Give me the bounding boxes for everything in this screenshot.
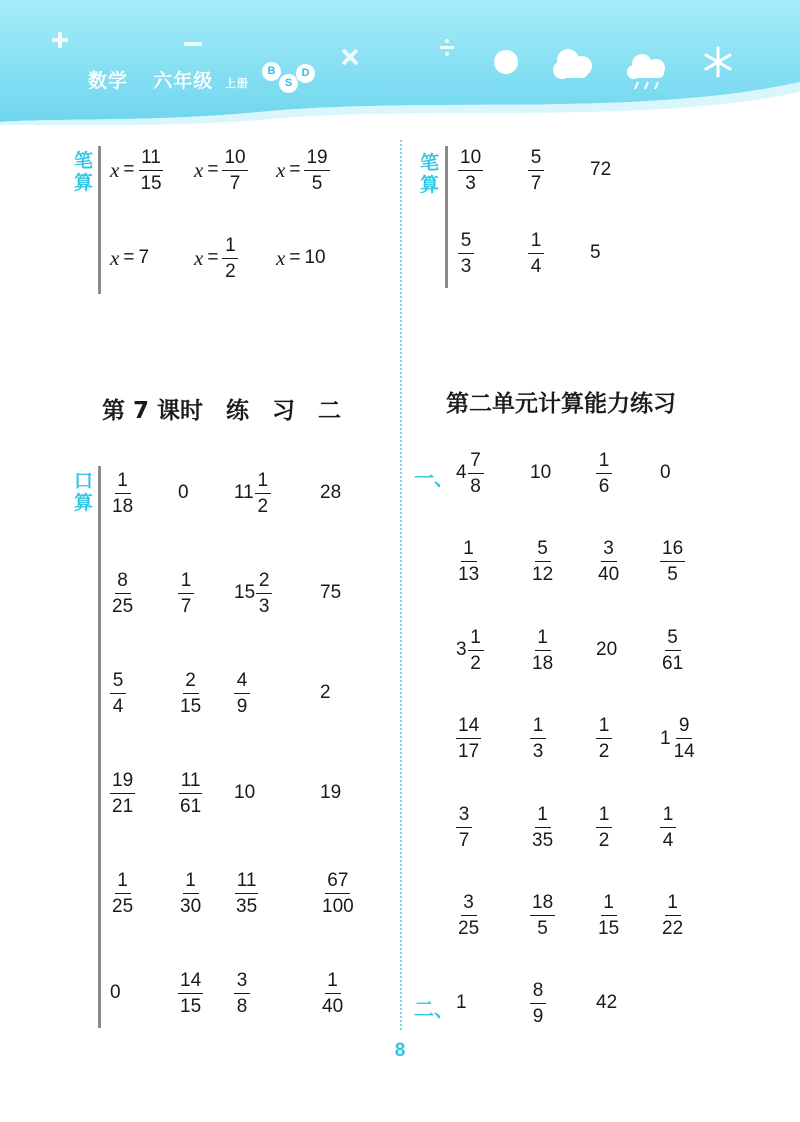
fraction bbox=[596, 539, 621, 584]
written-calc-label-right: 笔算 bbox=[420, 152, 440, 196]
denominator: 3 bbox=[258, 595, 270, 617]
integer-value: 10 bbox=[530, 462, 552, 483]
numerator: 8 bbox=[115, 571, 131, 594]
denominator: 35 bbox=[236, 895, 258, 917]
numerator: 3 bbox=[456, 805, 472, 828]
fraction bbox=[138, 148, 163, 193]
answer-cell bbox=[590, 140, 611, 200]
denominator: 4 bbox=[112, 695, 124, 717]
whole-number: 4 bbox=[456, 462, 467, 483]
whole-number: 15 bbox=[234, 582, 256, 603]
numerator: 3 bbox=[461, 893, 477, 916]
answer-cell bbox=[178, 463, 189, 523]
fraction bbox=[458, 231, 474, 276]
fraction bbox=[672, 716, 697, 761]
denominator: 7 bbox=[530, 172, 542, 194]
fraction bbox=[234, 871, 259, 916]
numerator: 1 bbox=[468, 628, 484, 651]
answer-cell bbox=[596, 797, 612, 857]
fraction bbox=[660, 539, 685, 584]
numerator: 1 bbox=[601, 893, 617, 916]
denominator: 18 bbox=[112, 495, 134, 517]
numerator: 11 bbox=[179, 771, 203, 794]
answer-cell bbox=[456, 709, 481, 769]
integer-value: 20 bbox=[596, 639, 618, 660]
page-number: 8 bbox=[394, 1040, 406, 1061]
denominator: 3 bbox=[465, 172, 476, 194]
equals-sign: = bbox=[289, 247, 301, 268]
numerator: 1 bbox=[665, 893, 681, 916]
answer-cell bbox=[590, 223, 601, 283]
numerator: 67 bbox=[325, 871, 350, 894]
answer-cell bbox=[178, 763, 203, 823]
integer-value: 42 bbox=[596, 992, 618, 1013]
header-grade: 六年级 bbox=[153, 70, 214, 92]
fraction bbox=[178, 871, 203, 916]
answer-cell bbox=[110, 763, 135, 823]
column-divider bbox=[400, 140, 402, 1030]
variable-x: x bbox=[110, 157, 120, 182]
numerator: 14 bbox=[456, 716, 481, 739]
variable-x: x bbox=[276, 157, 286, 182]
denominator: 18 bbox=[532, 652, 554, 674]
fraction bbox=[110, 871, 135, 916]
denominator: 7 bbox=[229, 172, 241, 194]
denominator: 2 bbox=[598, 829, 610, 851]
oral-calc-label: 口算 bbox=[74, 470, 94, 514]
written-calc-label-left: 笔算 bbox=[74, 150, 94, 194]
answer-cell bbox=[178, 963, 203, 1023]
answer-cell bbox=[320, 763, 341, 823]
integer-value: 10 bbox=[234, 782, 256, 803]
denominator: 4 bbox=[662, 829, 674, 851]
answer-cell bbox=[530, 886, 555, 946]
denominator: 2 bbox=[257, 495, 269, 517]
answer-cell bbox=[660, 886, 685, 946]
denominator: 25 bbox=[458, 918, 480, 939]
denominator: 3 bbox=[460, 255, 472, 277]
numerator: 2 bbox=[183, 671, 199, 694]
fraction bbox=[456, 893, 481, 938]
answer-cell bbox=[234, 563, 272, 623]
denominator: 2 bbox=[470, 652, 481, 674]
answer-cell bbox=[596, 620, 617, 680]
integer-value: 0 bbox=[178, 482, 189, 503]
fraction bbox=[234, 971, 250, 1016]
equals-sign: = bbox=[289, 159, 301, 180]
answer-cell bbox=[178, 863, 203, 923]
numerator: 1 bbox=[178, 571, 194, 594]
numerator: 1 bbox=[183, 871, 199, 894]
denominator: 2 bbox=[225, 260, 236, 282]
answer-cell bbox=[530, 532, 555, 592]
denominator: 40 bbox=[322, 995, 344, 1017]
denominator: 25 bbox=[112, 595, 134, 617]
answer-cell bbox=[530, 709, 546, 769]
fraction bbox=[528, 231, 544, 276]
integer-value: 10 bbox=[304, 247, 326, 268]
answer-cell bbox=[110, 963, 121, 1023]
numerator: 3 bbox=[601, 539, 617, 562]
numerator: 1 bbox=[535, 805, 551, 828]
integer-value: 0 bbox=[660, 462, 671, 483]
integer-value: 5 bbox=[590, 242, 601, 263]
fraction bbox=[596, 451, 612, 496]
sun-icon bbox=[494, 50, 518, 74]
integer-value: 1 bbox=[456, 992, 467, 1013]
answer-cell bbox=[660, 443, 671, 503]
numerator: 1 bbox=[222, 236, 238, 259]
denominator: 100 bbox=[322, 895, 354, 917]
equation bbox=[276, 228, 326, 288]
numerator: 11 bbox=[139, 148, 163, 171]
answer-cell bbox=[110, 463, 135, 523]
answer-cell bbox=[456, 532, 481, 592]
denominator: 5 bbox=[537, 918, 548, 939]
equation bbox=[276, 140, 330, 200]
answer-cell bbox=[110, 663, 126, 723]
numerator: 19 bbox=[110, 771, 135, 794]
denominator: 14 bbox=[673, 741, 695, 762]
equals-sign: = bbox=[123, 159, 135, 180]
denominator: 2 bbox=[598, 741, 610, 762]
answer-cell bbox=[660, 709, 697, 769]
answer-cell bbox=[458, 223, 474, 283]
part-one-label: 一、 bbox=[414, 466, 454, 490]
numerator: 1 bbox=[596, 451, 612, 474]
denominator: 40 bbox=[598, 564, 620, 585]
denominator: 5 bbox=[667, 564, 678, 585]
numerator: 5 bbox=[535, 539, 551, 562]
answer-cell bbox=[234, 463, 271, 523]
answer-cell bbox=[456, 973, 467, 1033]
denominator: 4 bbox=[530, 255, 542, 277]
denominator: 15 bbox=[140, 172, 162, 194]
fraction bbox=[178, 971, 203, 1016]
fraction bbox=[110, 671, 126, 716]
integer-value: 7 bbox=[138, 247, 150, 268]
answer-cell bbox=[178, 663, 203, 723]
answer-cell bbox=[528, 223, 544, 283]
numerator: 9 bbox=[676, 716, 692, 739]
fraction bbox=[660, 628, 685, 673]
equation bbox=[194, 228, 238, 288]
numerator: 1 bbox=[528, 231, 544, 254]
fraction bbox=[234, 671, 250, 716]
numerator: 1 bbox=[255, 471, 271, 494]
denominator: 15 bbox=[180, 695, 202, 717]
answer-cell bbox=[660, 797, 676, 857]
numerator: 5 bbox=[665, 628, 681, 651]
fraction bbox=[110, 471, 135, 516]
variable-x: x bbox=[194, 157, 204, 182]
answer-cell bbox=[456, 443, 484, 503]
whole-number: 1 bbox=[660, 727, 671, 749]
integer-value: 19 bbox=[320, 782, 342, 803]
answer-cell bbox=[234, 663, 250, 723]
variable-x: x bbox=[110, 245, 120, 270]
numerator: 10 bbox=[222, 148, 247, 171]
equation bbox=[110, 140, 164, 200]
fraction bbox=[456, 539, 481, 584]
answer-cell bbox=[234, 963, 250, 1023]
answer-cell bbox=[456, 797, 472, 857]
denominator: 22 bbox=[662, 918, 684, 939]
numerator: 1 bbox=[596, 805, 612, 828]
answer-cell bbox=[596, 443, 612, 503]
fraction bbox=[660, 805, 676, 850]
written-calc-bar-right bbox=[445, 146, 448, 288]
answer-cell bbox=[456, 886, 481, 946]
denominator: 7 bbox=[458, 829, 470, 851]
denominator: 61 bbox=[180, 795, 202, 817]
fraction bbox=[178, 771, 203, 816]
header-subject: 数学 bbox=[88, 70, 129, 92]
header-title bbox=[88, 66, 249, 93]
numerator: 1 bbox=[530, 716, 546, 739]
numerator: 4 bbox=[234, 671, 250, 694]
header-volume: 上册 bbox=[224, 77, 249, 90]
edition-badge-b: B bbox=[262, 62, 281, 81]
whole-number: 11 bbox=[234, 482, 254, 503]
fraction bbox=[530, 628, 555, 673]
equation bbox=[194, 140, 248, 200]
fraction bbox=[530, 539, 555, 584]
denominator: 12 bbox=[532, 564, 554, 585]
variable-x: x bbox=[276, 245, 286, 270]
denominator: 15 bbox=[598, 918, 620, 939]
answer-cell bbox=[234, 763, 255, 823]
numerator: 1 bbox=[535, 628, 551, 651]
answer-cell bbox=[530, 797, 555, 857]
integer-value: 72 bbox=[590, 159, 612, 180]
fraction bbox=[456, 805, 472, 850]
numerator: 5 bbox=[458, 231, 474, 254]
answer-cell bbox=[530, 620, 555, 680]
answer-cell bbox=[110, 563, 135, 623]
lesson-title: 第 7 课时 练 习 二 bbox=[102, 398, 342, 424]
numerator: 7 bbox=[468, 451, 484, 474]
answer-cell bbox=[660, 620, 685, 680]
answer-cell bbox=[458, 140, 483, 200]
denominator: 9 bbox=[532, 1005, 544, 1027]
numerator: 1 bbox=[660, 805, 676, 828]
numerator: 10 bbox=[458, 148, 483, 171]
part-two-label: 二、 bbox=[414, 997, 454, 1021]
whole-number: 3 bbox=[456, 639, 467, 660]
numerator: 1 bbox=[115, 471, 131, 494]
fraction bbox=[320, 971, 345, 1016]
numerator: 5 bbox=[110, 671, 126, 694]
denominator: 21 bbox=[112, 795, 134, 817]
fraction bbox=[596, 805, 612, 850]
numerator: 8 bbox=[530, 981, 546, 1004]
denominator: 8 bbox=[470, 475, 481, 497]
written-calc-bar-left bbox=[98, 146, 101, 294]
edition-badge-s: S bbox=[279, 74, 298, 93]
denominator: 5 bbox=[311, 172, 323, 194]
numerator: 18 bbox=[530, 893, 555, 916]
fraction bbox=[256, 571, 272, 616]
answer-cell bbox=[596, 886, 621, 946]
fraction bbox=[110, 771, 135, 816]
answer-cell bbox=[320, 863, 356, 923]
fraction bbox=[222, 148, 247, 193]
fraction bbox=[530, 716, 546, 761]
edition-badge-d: D bbox=[296, 64, 315, 83]
fraction bbox=[255, 471, 271, 516]
denominator: 35 bbox=[532, 829, 554, 851]
fraction bbox=[468, 451, 484, 496]
numerator: 11 bbox=[235, 871, 259, 894]
denominator: 13 bbox=[458, 564, 480, 585]
fraction bbox=[468, 628, 484, 673]
fraction bbox=[178, 671, 203, 716]
answer-cell bbox=[596, 709, 612, 769]
answer-cell bbox=[660, 532, 685, 592]
fraction bbox=[660, 893, 685, 938]
fraction bbox=[178, 571, 194, 616]
equals-sign: = bbox=[207, 247, 219, 268]
denominator: 6 bbox=[598, 475, 610, 497]
denominator: 8 bbox=[236, 995, 248, 1017]
numerator: 3 bbox=[234, 971, 250, 994]
numerator: 16 bbox=[660, 539, 685, 562]
equals-sign: = bbox=[207, 159, 219, 180]
fraction bbox=[222, 236, 238, 281]
variable-x: x bbox=[194, 245, 204, 270]
numerator: 2 bbox=[256, 571, 272, 594]
numerator: 1 bbox=[325, 971, 341, 994]
answer-cell bbox=[320, 963, 345, 1023]
answer-cell bbox=[456, 620, 484, 680]
denominator: 9 bbox=[236, 695, 248, 717]
fraction bbox=[458, 148, 483, 193]
answer-cell bbox=[178, 563, 194, 623]
answer-cell bbox=[320, 563, 341, 623]
integer-value: 28 bbox=[320, 482, 342, 503]
fraction bbox=[596, 893, 621, 938]
denominator: 3 bbox=[532, 741, 544, 762]
integer-value: 75 bbox=[320, 582, 342, 603]
answer-cell bbox=[596, 532, 621, 592]
fraction bbox=[110, 571, 135, 616]
answer-cell bbox=[320, 663, 331, 723]
equals-sign: = bbox=[123, 247, 135, 268]
numerator: 19 bbox=[304, 148, 329, 171]
denominator: 30 bbox=[180, 895, 202, 917]
integer-value: 2 bbox=[320, 682, 331, 703]
integer-value: 0 bbox=[110, 982, 121, 1003]
answer-cell bbox=[528, 140, 544, 200]
denominator: 15 bbox=[180, 995, 202, 1017]
answer-cell bbox=[596, 973, 617, 1033]
fraction bbox=[528, 148, 544, 193]
answer-cell bbox=[110, 863, 135, 923]
answer-cell bbox=[530, 443, 551, 503]
denominator: 61 bbox=[662, 652, 684, 674]
fraction bbox=[530, 981, 546, 1026]
fraction bbox=[456, 716, 481, 761]
fraction bbox=[320, 871, 356, 916]
fraction bbox=[304, 148, 329, 193]
answer-cell bbox=[234, 863, 259, 923]
numerator: 5 bbox=[528, 148, 544, 171]
answer-cell bbox=[530, 973, 546, 1033]
denominator: 7 bbox=[180, 595, 192, 617]
fraction bbox=[596, 716, 612, 761]
answer-cell bbox=[320, 463, 341, 523]
numerator: 1 bbox=[596, 716, 612, 739]
page-header bbox=[0, 0, 800, 125]
unit-title: 第二单元计算能力练习 bbox=[446, 391, 676, 417]
fraction bbox=[530, 805, 555, 850]
fraction bbox=[530, 893, 555, 938]
numerator: 1 bbox=[461, 539, 477, 562]
numerator: 1 bbox=[115, 871, 131, 894]
oral-calc-bar bbox=[98, 466, 101, 1028]
equation bbox=[110, 228, 149, 288]
numerator: 14 bbox=[178, 971, 203, 994]
denominator: 25 bbox=[112, 895, 134, 917]
header-background bbox=[0, 0, 800, 125]
denominator: 17 bbox=[458, 741, 480, 762]
